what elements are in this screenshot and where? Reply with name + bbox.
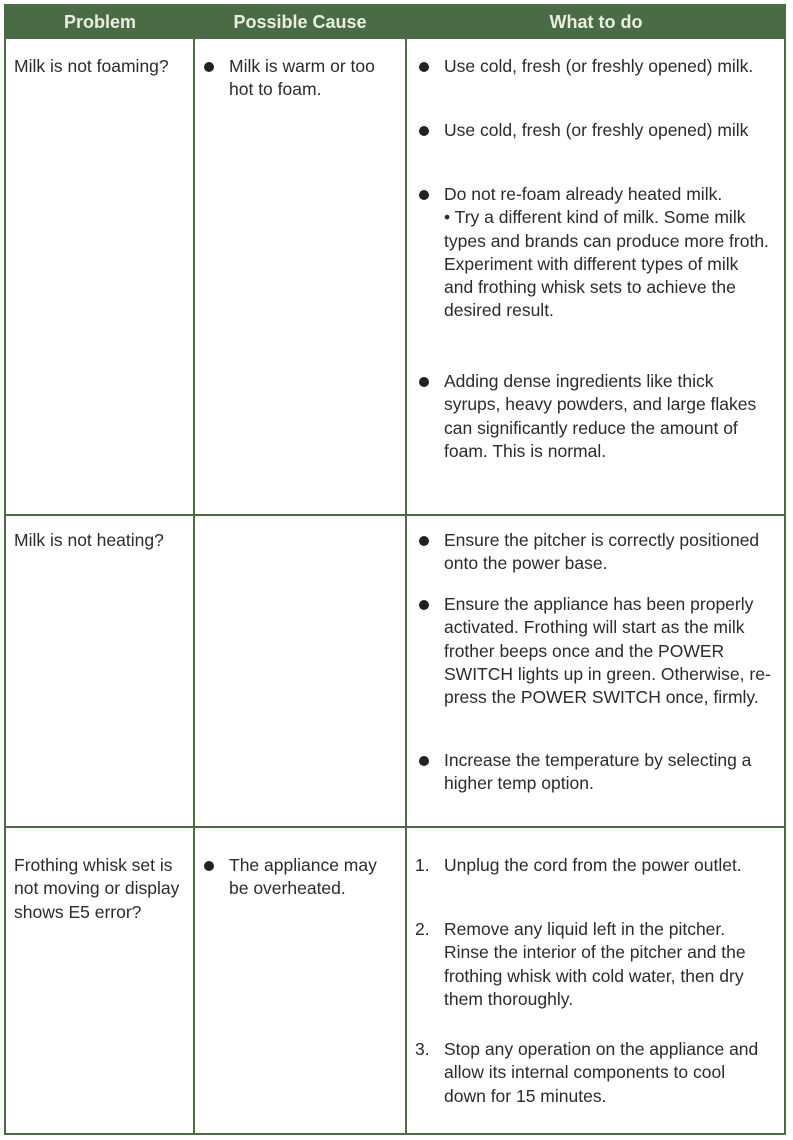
step-number: 1. (415, 855, 430, 875)
list-item (415, 854, 771, 877)
table-row-3-cause (204, 854, 400, 914)
list-item (419, 119, 771, 142)
step-number: 3. (415, 1039, 430, 1059)
table-row-3-problem (14, 854, 189, 924)
bullet-icon (419, 536, 429, 546)
action-text: Unplug the cord from the power outlet. (444, 855, 742, 875)
column-divider (193, 6, 195, 1133)
bullet-icon (204, 62, 214, 72)
bullet-icon (419, 126, 429, 136)
header-what-to-do: What to do (549, 12, 643, 32)
list-item (419, 183, 771, 323)
action-text: Stop any operation on the appliance and allow its internal components to cool down for 15 minutes. (444, 1039, 759, 1106)
table-row-2-actions (419, 529, 771, 819)
bullet-icon (419, 377, 429, 387)
bullet-icon (419, 190, 429, 200)
list-item (419, 749, 771, 796)
cause-text: The appliance may be overheated. (229, 855, 377, 899)
list-item (419, 370, 771, 463)
table-row-3-actions (415, 854, 771, 1114)
list-item (419, 55, 771, 78)
action-text: Do not re-foam already heated milk. • Try a different kind of milk. Some milk types and brands can produce more froth. Experiment with different types of milk and frothing whisk sets to achieve the desired result. (444, 184, 769, 321)
action-text: Increase the temperature by selecting a higher temp option. (444, 750, 752, 794)
action-text: Ensure the appliance has been properly activated. Frothing will start as the milk frother beeps once and the POWER SWITCH lights up in green. Otherwise, re-press the POWER SWITCH once, firmly. (444, 594, 771, 708)
cause-text: Milk is warm or too hot to foam. (229, 56, 375, 100)
table-header (6, 6, 784, 39)
row-divider (6, 514, 784, 516)
table-row-2-problem (14, 529, 189, 552)
problem-text: Milk is not heating? (14, 530, 164, 550)
action-text: Use cold, fresh (or freshly opened) milk (444, 120, 749, 140)
row-divider (6, 826, 784, 828)
bullet-icon (419, 756, 429, 766)
action-text: Use cold, fresh (or freshly opened) milk. (444, 56, 754, 76)
bullet-icon (204, 861, 214, 871)
bullet-icon (419, 600, 429, 610)
column-divider (405, 6, 407, 1133)
troubleshooting-table (4, 4, 786, 1135)
action-text: Remove any liquid left in the pitcher. Rinse the interior of the pitcher and the frothing whisk with cold water, then dry them thoroughly. (444, 919, 746, 1009)
step-number: 2. (415, 919, 430, 939)
list-item (419, 593, 771, 709)
table-row-1-actions (419, 55, 771, 495)
action-text: Adding dense ingredients like thick syrups, heavy powders, and large flakes can significantly reduce the amount of foam. This is normal. (444, 371, 757, 461)
list-item (204, 55, 400, 102)
problem-text: Frothing whisk set is not moving or display shows E5 error? (14, 855, 180, 922)
action-text: Ensure the pitcher is correctly positioned onto the power base. (444, 530, 760, 574)
list-item (204, 854, 400, 901)
bullet-icon (419, 62, 429, 72)
table-row-1-problem (14, 55, 189, 78)
list-item (415, 1038, 771, 1108)
problem-text: Milk is not foaming? (14, 56, 169, 76)
header-problem: Problem (63, 12, 137, 32)
list-item (419, 529, 771, 576)
header-possible-cause: Possible Cause (233, 12, 367, 32)
table-row-1-cause (204, 55, 400, 115)
list-item (415, 918, 771, 1011)
